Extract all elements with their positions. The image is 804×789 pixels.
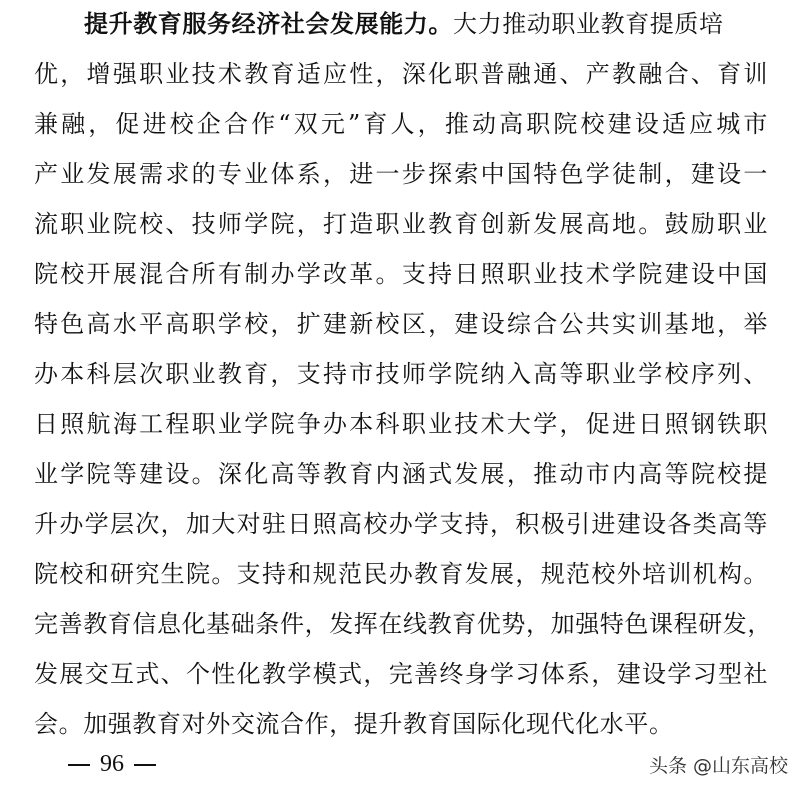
text-line: 院校和研究生院。支持和规范民办教育发展，规范校外培训机构。 — [34, 560, 768, 588]
text-line: 流职业院校、技师学院，打造职业教育创新发展高地。鼓励职业 — [34, 210, 768, 238]
text-line: 特色高水平高职学校，扩建新校区，建设综合公共实训基地，举 — [34, 310, 768, 338]
em-dash-left — [68, 764, 90, 766]
text-line-1-rest: 大力推动职业教育提质培 — [453, 10, 724, 38]
text-line: 兼融，促进校企合作“双元”育人，推动高职院校建设适应城市 — [34, 110, 768, 138]
text-line: 业学院等建设。深化高等教育内涵式发展，推动市内高等院校提 — [34, 460, 768, 488]
page-number-footer — [58, 748, 166, 780]
page-number: 96 — [100, 751, 124, 777]
text-line: 产业发展需求的专业体系，进一步探索中国特色学徒制，建设一 — [34, 160, 768, 188]
text-line: 优，增强职业技术教育适应性，深化职普融通、产教融合、育训 — [34, 60, 768, 88]
source-watermark: 头条 @山东高校 — [648, 755, 788, 777]
lead-sentence: 提升教育服务经济社会发展能力。 — [84, 9, 453, 38]
text-line: 完善教育信息化基础条件，发挥在线教育优势，加强特色课程研发， — [34, 610, 772, 638]
text-line: 升办学层次，加大对驻日照高校办学支持，积极引进建设各类高等 — [34, 510, 768, 538]
text-line-1 — [84, 8, 768, 40]
text-line: 发展交互式、个性化教学模式，完善终身学习体系，建设学习型社 — [34, 660, 768, 688]
text-line: 会。加强教育对外交流合作，提升教育国际化现代化水平。 — [34, 710, 674, 738]
text-line: 日照航海工程职业学院争办本科职业技术大学，促进日照钢铁职 — [34, 410, 768, 438]
text-line: 院校开展混合所有制办学改革。支持日照职业技术学院建设中国 — [34, 260, 768, 288]
text-line: 办本科层次职业教育，支持市技师学院纳入高等职业学校序列、 — [34, 360, 768, 388]
em-dash-right — [134, 764, 156, 766]
